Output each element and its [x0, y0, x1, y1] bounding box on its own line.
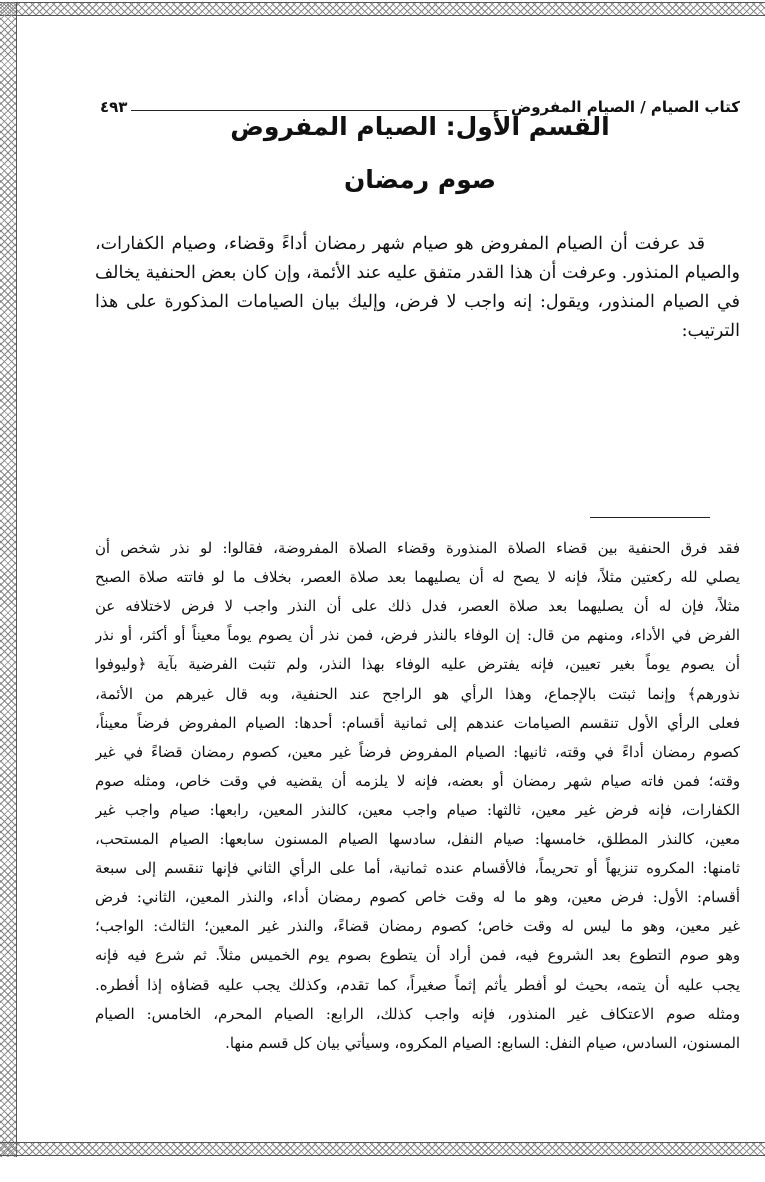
footnote-line: كصوم رمضان أداءً في وقته، ثانيها: الصيام المفروض فرضاً غير معين، كصوم رمضان قضاءً في غير	[95, 743, 740, 761]
footnote-line: ومثله صوم الاعتكاف غير المنذور، فإنه واجب كذلك، الرابع: الصيام المحرم، الخامس: الصيام	[95, 1005, 740, 1023]
footnote-line: أن يصوم يوماً بغير تعيين، فإنه يفترض عليه الوفاء بهذا النذر، ولم تثبت الفرضية بآية ﴿وليوفوا	[95, 656, 740, 674]
footnote-line: المسنون، السادس، صيام النفل: السابع: الصيام المكروه، وسيأتي بيان كل قسم منها.	[225, 1034, 740, 1052]
section-title: القسم الأول: الصيام المفروض	[230, 112, 610, 141]
footnote-line: يجب عليه أن يتمه، بحيث لو أفطر يأثم إثماً صغيراً، كما تقدم، وكذلك يجب عليه قضاؤه إذا أفطره.	[95, 976, 740, 994]
footnote-separator	[590, 517, 710, 518]
footnote-line: وهو صوم التطوع بعد الشروع فيه، فمن أراد أن يتطوع بصوم يوم الخميس مثلاً. ثم شرع فيه فإنه	[95, 947, 740, 965]
page-number: ٤٩٣	[100, 98, 128, 116]
decorative-border-left	[0, 2, 17, 1157]
footnote-line: فعلى الرأي الأول تنقسم الصيامات عندهم إلى ثمانية أقسام: أحدها: الصيام المفروض فرضاً معيناً،	[95, 714, 740, 732]
body-line: والصيام المنذور. وعرفت أن هذا القدر متفق عليه عند الأئمة، وإن كان بعض الحنفية يخالف	[95, 263, 740, 283]
footnote-line: الفرض في الأداء، ومنهم من قال: إن الوفاء بالنذر فرض، فمن نذر أن يصوم يوماً معيناً أو أكثر، أو نذر	[95, 627, 740, 645]
body-line: قد عرفت أن الصيام المفروض هو صيام شهر رمضان أداءً وقضاء، وصيام الكفارات،	[95, 234, 705, 254]
footnote-line: نذورهم﴾ وإنما ثبتت بالإجماع، وهذا الرأي هو الراجح عند الحنفية، وبه قال غيرهم من الأئمة،	[95, 685, 740, 703]
footnote-line: الكفارات، فإنه فرض غير معين، ثالثها: صيام واجب معين، كالنذر المعين، رابعها: صيام واجب غير	[95, 801, 740, 819]
decorative-border-bottom	[0, 1142, 765, 1156]
header-rule	[131, 110, 507, 111]
footnote-line: فقد فرق الحنفية بين قضاء الصلاة المنذورة وقضاء الصلاة المفروضة، فقالوا: لو نذر شخص أن	[95, 540, 740, 557]
footnote-line: غير معين، وهو ما ليس له وقت خاص؛ كصوم رمضان قضاءً، والنذر غير المعين؛ الثالث: الواجب؛	[95, 918, 740, 936]
body-line: الترتيب:	[681, 321, 740, 341]
footnote-line: أقسام: الأول: فرض معين، وهو ما له وقت خاص كصوم رمضان أداء، والنذر المعين، الثاني: فرض	[95, 889, 740, 907]
subsection-title: صوم رمضان	[343, 165, 497, 194]
footnote-line: مثلاً، فإن له أن يصليهما بعد صلاة العصر، فدل ذلك على أن النذر واجب لا فرض لاختلافه عن	[95, 598, 740, 616]
footnote-line: يصلي لله ركعتين مثلاً، فإنه لا يصح له أن يصليهما بعد صلاة العصر، بخلاف ما لو فاتته صلاة الصبح	[95, 569, 740, 587]
body-line: في الصيام المنذور، ويقول: إنه واجب لا فرض، وإليك بيان الصيامات المذكورة على هذا	[95, 292, 740, 312]
decorative-border-top	[0, 2, 765, 16]
footnote-line: معين، كالنذر المطلق، خامسها: صيام النفل، سادسها الصيام المسنون سابعها: الصيام المستحب،	[95, 831, 740, 848]
footnote-line: ثامنها: المكروه تنزيهاً أو تحريماً، فالأقسام عنده ثمانية، أما على الرأي الثاني فإنها تنقسم إلى سبعة	[95, 860, 740, 878]
footnote-line: وقته؛ فمن فاته صيام شهر رمضان أو بعضه، فإنه لا يلزمه أن يقضيه في وقت خاص، ومثله صوم	[95, 772, 740, 790]
running-title: كتاب الصيام / الصيام المفروض	[511, 98, 740, 116]
